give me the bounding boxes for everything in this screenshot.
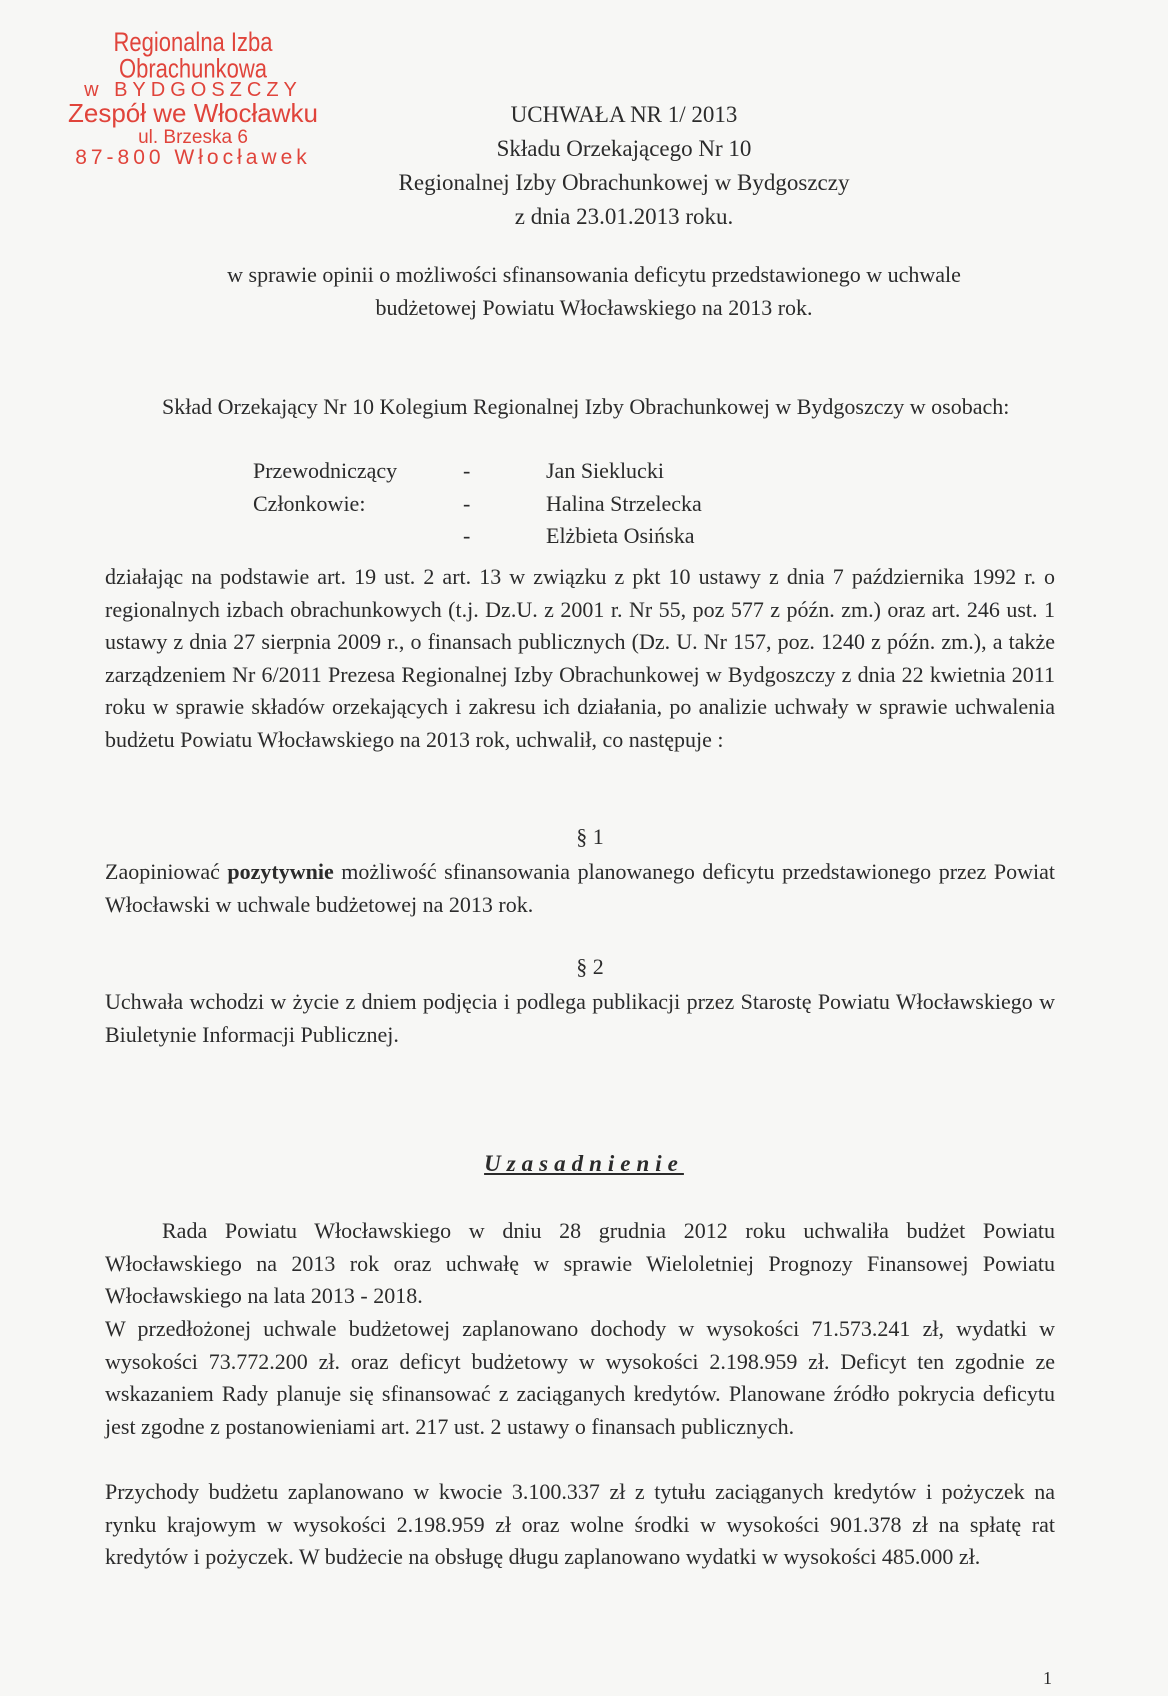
member-role: Przewodniczący bbox=[253, 458, 398, 483]
member-dash: - bbox=[463, 458, 471, 483]
member-dash: - bbox=[463, 523, 471, 548]
stamp-line: 87-800 Włocławek bbox=[75, 146, 311, 169]
section-2-heading: § 2 bbox=[576, 954, 604, 979]
section-2-text: Uchwała wchodzi w życie z dniem podjęcia i podlega publikacji przez Starostę Powiatu Włocławskiego w Biuletynie Informacji Publicznej. bbox=[105, 989, 1055, 1047]
panel-members bbox=[253, 455, 702, 553]
section-1-post: możliwość sfinansowania planowanego deficytu przedstawionego przez Powiat Włocławski w uchwale budżetowej na 2013 rok. bbox=[105, 859, 1055, 917]
stamp-line: ul. Brzeska 6 bbox=[138, 127, 248, 148]
member-row bbox=[253, 520, 702, 553]
section-1-pre: Zaopiniować bbox=[105, 859, 228, 884]
subject-line: budżetowej Powiatu Włocławskiego na 2013 rok. bbox=[375, 295, 813, 320]
member-dash: - bbox=[463, 490, 471, 516]
panel-name: Składu Orzekającego Nr 10 bbox=[496, 136, 752, 161]
resolution-header bbox=[40, 98, 1168, 234]
member-role bbox=[253, 520, 463, 553]
resolution-date: z dnia 23.01.2013 roku. bbox=[514, 204, 734, 229]
member-name: Halina Strzelecka bbox=[546, 490, 702, 516]
composition-intro: Skład Orzekający Nr 10 Kolegium Regionalnej Izby Obrachunkowej w Bydgoszczy w osobach: bbox=[162, 394, 1010, 419]
justification-paragraph: Rada Powiatu Włocławskiego w dniu 28 grudnia 2012 roku uchwaliła budżet Powiatu Włocławskiego na 2013 rok oraz uchwałę w sprawie Wieloletniej Prognozy Finansowej Powiatu Włocławskiego na lata 2013 - 2018. bbox=[105, 1218, 1055, 1308]
legal-basis: działając na podstawie art. 19 ust. 2 art. 13 w związku z pkt 10 ustawy z dnia 7 października 1992 r. o regionalnych izbach obrachunkowych (t.j. Dz.U. z 2001 r. Nr 55, poz 577 z późn. zm.) oraz art. 246 ust. 1 ustawy z dnia 27 sierpnia 2009 r., o finansach publicznych (Dz. U. Nr 157, poz. 1240 z późn. zm.), a także zarządzeniem Nr 6/2011 Prezesa Regionalnej Izby Obrachunkowej w Bydgoszczy z dnia 22 kwietnia 2011 roku w sprawie składów orzekających i zakresu ich działania, po analizie uchwały w sprawie uchwalenia budżetu Powiatu Włocławskiego na 2013 rok, uchwalił, co następuje : bbox=[105, 564, 1055, 752]
justification-paragraph: Przychody budżetu zaplanowano w kwocie 3.100.337 zł z tytułu zaciąganych kredytów i pożyczek na rynku krajowym w wysokości 2.198.959 zł oraz wolne środki w wysokości 901.378 zł na spłatę rat kredytów i pożyczek. W budżecie na obsługę długu zaplanowano wydatki w wysokości 485.000 zł. bbox=[105, 1479, 1055, 1569]
member-role: Członkowie: bbox=[253, 490, 366, 516]
justification-paragraph: W przedłożonej uchwale budżetowej zaplanowano dochody w wysokości 71.573.241 zł, wydatki w wysokości 73.772.200 zł. oraz deficyt budżetowy w wysokości 2.198.959 zł. Deficyt ten zgodnie ze wskazaniem Rady planuje się sfinansować z zaciąganych kredytów. Planowane źródło pokrycia deficytu jest zgodne z postanowieniami art. 217 ust. 2 ustawy o finansach publicznych. bbox=[105, 1316, 1055, 1439]
resolution-subject bbox=[10, 258, 1168, 324]
resolution-number: UCHWAŁA NR 1/ 2013 bbox=[510, 102, 738, 127]
member-name: Elżbieta Osińska bbox=[546, 523, 695, 548]
chamber-name: Regionalnej Izby Obrachunkowej w Bydgoszczy bbox=[398, 170, 850, 195]
justification-title: Uzasadnienie bbox=[484, 1151, 684, 1176]
stamp-line: Regionalna Izba Obrachunkowa bbox=[113, 27, 273, 84]
page-number: 1 bbox=[1043, 1668, 1052, 1688]
section-1-heading: § 1 bbox=[576, 824, 604, 849]
member-name: Jan Sieklucki bbox=[546, 458, 664, 483]
section-1-text bbox=[105, 856, 1055, 921]
member-row bbox=[253, 488, 702, 521]
subject-line: w sprawie opinii o możliwości sfinansowania deficytu przedstawionego w uchwale bbox=[227, 262, 961, 287]
section-1-bold: pozytywnie bbox=[227, 859, 334, 884]
stamp-line: w BYDGOSZCZY bbox=[84, 79, 302, 101]
stamp-line: Zespół we Włocławku bbox=[68, 98, 318, 128]
member-row bbox=[253, 455, 702, 488]
